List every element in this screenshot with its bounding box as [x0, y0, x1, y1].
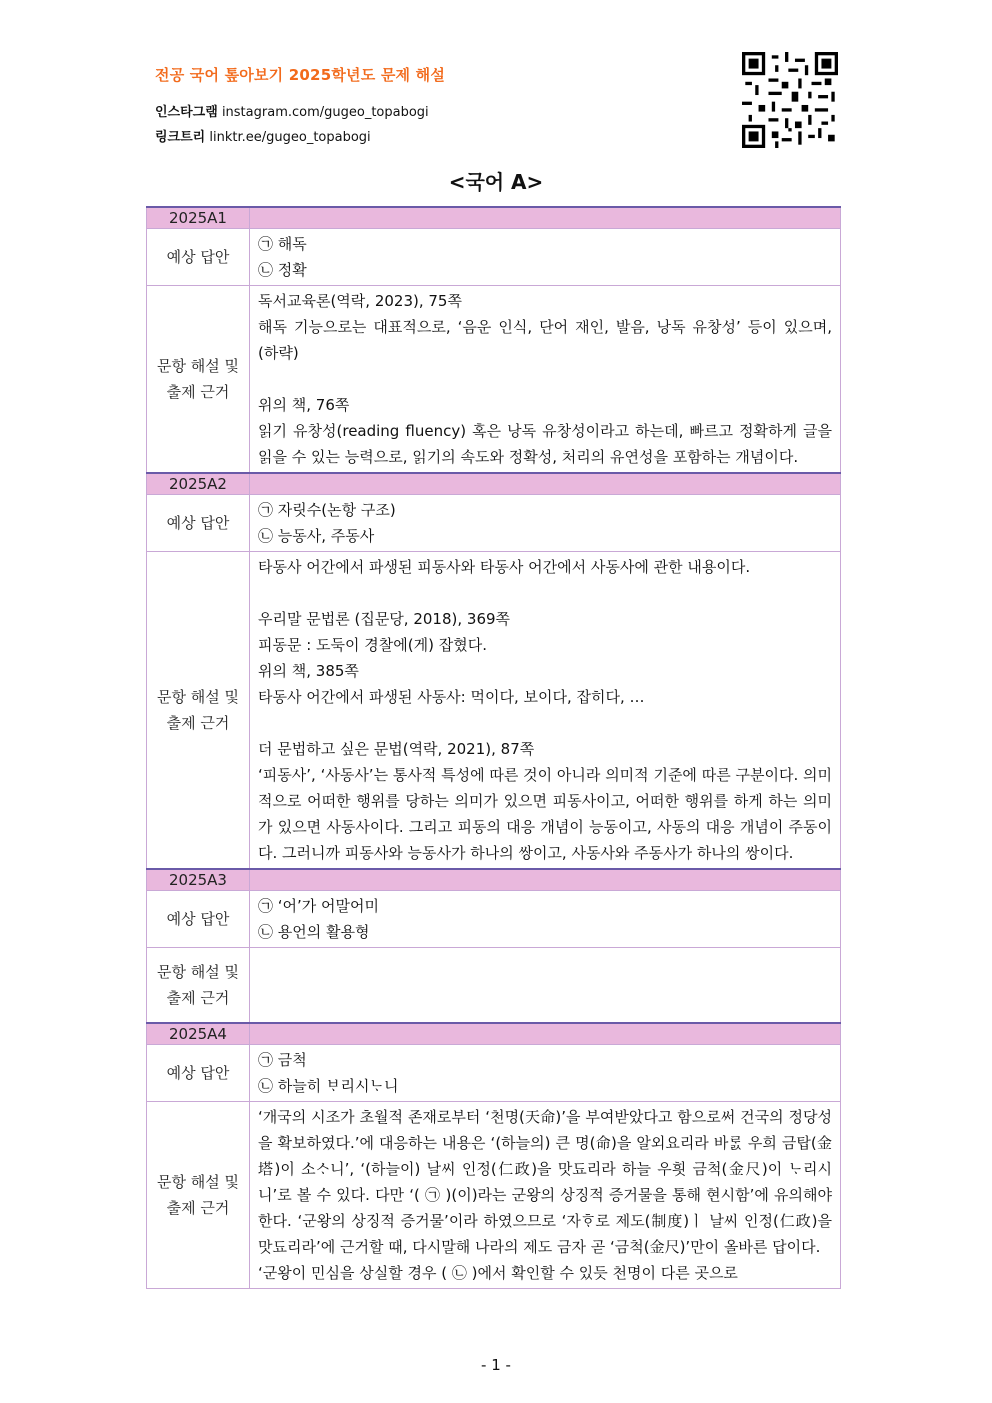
answer-row [147, 1045, 841, 1102]
linktree-label: 링크트리 [155, 130, 206, 145]
basis-paragraph: 위의 책, 76쪽 [258, 396, 350, 414]
item-id: 2025A3 [147, 869, 250, 891]
answer-line: ㉡ 정확 [258, 261, 307, 279]
basis-row [147, 948, 841, 1024]
blank-line [258, 710, 832, 736]
item-header-row [147, 1023, 841, 1045]
basis-paragraph: 우리말 문법론 (집문당, 2018), 369쪽 [258, 610, 511, 628]
item-header-row [147, 869, 841, 891]
blank-line [258, 366, 832, 392]
basis-cell [250, 286, 841, 474]
basis-row [147, 552, 841, 870]
answer-label: 예상 답안 [147, 1045, 250, 1102]
document-title: 전공 국어 톺아보기 2025학년도 문제 해설 [155, 66, 446, 84]
basis-label: 문항 해설 및 출제 근거 [147, 552, 250, 870]
linktree-link[interactable]: linktr.ee/gugeo_topabogi [209, 130, 371, 145]
answer-line: ㉡ 능동사, 주동사 [258, 527, 375, 545]
answer-label: 예상 답안 [147, 229, 250, 286]
item-header-row [147, 207, 841, 229]
answer-cell [250, 495, 841, 552]
item-id: 2025A2 [147, 473, 250, 495]
answer-cell [250, 229, 841, 286]
basis-label: 문항 해설 및 출제 근거 [147, 286, 250, 474]
answer-cell [250, 891, 841, 948]
basis-paragraph: 읽기 유창성(reading fluency) 혹은 낭독 유창성이라고 하는데, 빠르고 정확하게 글을 읽을 수 있는 능력으로, 읽기의 속도와 정확성, 처리의 유연성을 포함하는 개념이다. [258, 422, 832, 466]
basis-paragraph: 타동사 어간에서 파생된 사동사: 먹이다, 보이다, 잡히다, … [258, 688, 645, 706]
item-header-fill [250, 869, 841, 891]
answer-line: ㉠ 해독 [258, 235, 307, 253]
answer-label: 예상 답안 [147, 891, 250, 948]
basis-paragraph: 위의 책, 385쪽 [258, 662, 359, 680]
answer-row [147, 891, 841, 948]
basis-cell [250, 552, 841, 870]
basis-paragraph: 해독 기능으로는 대표적으로, ‘음운 인식, 단어 재인, 발음, 낭독 유창성’ 등이 있으며, (하략) [258, 318, 832, 362]
item-header-fill [250, 473, 841, 495]
basis-paragraph: 피동문 : 도둑이 경찰에(게) 잡혔다. [258, 636, 487, 654]
item-header-fill [250, 207, 841, 229]
item-id: 2025A4 [147, 1023, 250, 1045]
answer-line: ㉠ 자릿수(논항 구조) [258, 501, 396, 519]
instagram-line [155, 101, 445, 120]
basis-row [147, 1102, 841, 1289]
basis-cell [250, 948, 841, 1024]
answer-cell [250, 1045, 841, 1102]
basis-label: 문항 해설 및 출제 근거 [147, 948, 250, 1024]
qr-code-icon[interactable] [742, 52, 838, 148]
basis-paragraph: ‘군왕이 민심을 상실할 경우 ( ㉡ )에서 확인할 수 있듯 천명이 다른 곳으로 [258, 1264, 738, 1282]
linktree-line [155, 126, 445, 145]
item-header-fill [250, 1023, 841, 1045]
section-title: <국어 A> [448, 170, 544, 194]
basis-label: 문항 해설 및 출제 근거 [147, 1102, 250, 1289]
answer-line: ㉠ ‘어’가 어말어미 [258, 897, 380, 915]
basis-row [147, 286, 841, 474]
basis-paragraph: 더 문법하고 싶은 문법(역락, 2021), 87쪽 [258, 740, 535, 758]
basis-paragraph: ‘개국의 시조가 초월적 존재로부터 ‘천명(天命)’을 부여받았다고 함으로써 건국의 정당성을 확보하였다.’에 대응하는 내용은 ‘(하늘의) 큰 명(命)을 알외요리라 바ᄅᆞᆳ 우희 금탑(金塔)이 소ᄉᆞ니’, ‘(하늘이) 날씨 인정(仁政)을 맛됴리라 하늘 우흿 금척(金尺)이 ᄂᆞ리시니’로 볼 수 있다. 다만 ‘( ㉠ )(이)라는 군왕의 상징적 증거물을 통해 현시함’에 유의해야 한다. ‘군왕의 상징적 증거물’이라 하였으므로 ‘자ᄒᆞ로 제도(制度)ㅣ 날씨 인정(仁政)을 맛됴리라’에 근거할 때, 다시말해 나라의 제도 금자 곧 ‘금척(金尺)’만이 올바른 답이다. [258, 1108, 832, 1256]
instagram-link[interactable]: instagram.com/gugeo_topabogi [221, 105, 429, 120]
document-header [155, 64, 445, 145]
answer-line: ㉡ 하늘히 ᄇᆞ리시ᄂᆞ니 [258, 1077, 399, 1095]
basis-cell [250, 1102, 841, 1289]
page-number: - 1 - [481, 1356, 511, 1374]
basis-paragraph: 독서교육론(역락, 2023), 75쪽 [258, 292, 462, 310]
answer-table [146, 206, 841, 1289]
item-id: 2025A1 [147, 207, 250, 229]
answer-row [147, 229, 841, 286]
item-header-row [147, 473, 841, 495]
instagram-label: 인스타그램 [155, 105, 218, 120]
basis-paragraph: ‘피동사’, ‘사동사’는 통사적 특성에 따른 것이 아니라 의미적 기준에 따른 구분이다. 의미적으로 어떠한 행위를 당하는 의미가 있으면 피동사이고, 어떠한 행위를 하게 하는 의미가 있으면 사동사이다. 그리고 피동의 대응 개념이 능동이고, 사동의 대응 개념이 주동이다. 그러니까 피동사와 능동사가 하나의 쌍이고, 사동사와 주동사가 하나의 쌍이다. [258, 766, 832, 862]
answer-row [147, 495, 841, 552]
answer-line: ㉠ 금척 [258, 1051, 307, 1069]
answer-line: ㉡ 용언의 활용형 [258, 923, 370, 941]
blank-line [258, 580, 832, 606]
basis-paragraph: 타동사 어간에서 파생된 피동사와 타동사 어간에서 사동사에 관한 내용이다. [258, 558, 751, 576]
answer-label: 예상 답안 [147, 495, 250, 552]
